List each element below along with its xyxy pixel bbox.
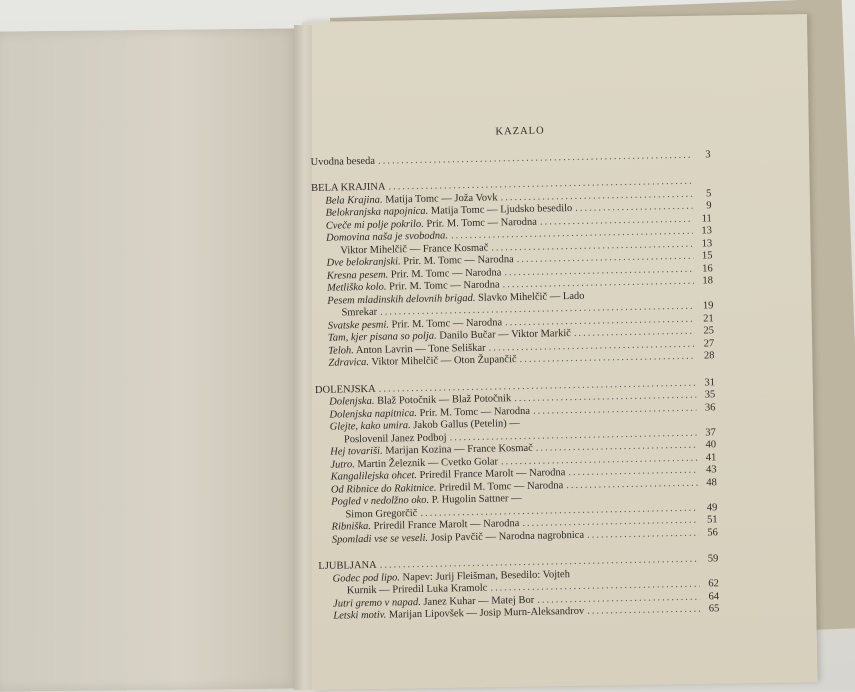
leader-dots [587, 527, 699, 542]
book-spine [294, 25, 312, 690]
entry-title: Pesem mladinskih delovnih brigad. [327, 292, 475, 306]
page-number: 28 [698, 350, 714, 363]
entry-authors: Marijan Kozina — France Kosmač [383, 443, 533, 457]
entry-title: Metliško kolo. [327, 282, 387, 294]
leader-dots [566, 477, 698, 492]
entry-authors: Jakob Gallus (Petelin) — [411, 418, 520, 431]
page-number: 51 [701, 514, 717, 527]
entry-authors: P. Hugolin Sattner — [429, 493, 522, 506]
entry-authors: Blaž Potočnik — Blaž Potočnik [374, 393, 511, 407]
page-number: 40 [700, 439, 716, 452]
entry-authors: Matija Tomc — Ljudsko besedilo [428, 203, 572, 217]
page-number: 3 [694, 149, 710, 162]
page-number: 31 [699, 377, 715, 390]
entry-title: Ribniška. [332, 521, 372, 533]
entry-title: Kangalilejska ohcet. [331, 470, 418, 483]
entry-title: Godec pod lipo. [333, 572, 401, 584]
entry-continuation-text: Smrekar [341, 307, 377, 320]
page-number: 43 [700, 464, 716, 477]
entry-title: Jutri gremo v napad. [333, 596, 421, 609]
page-number: 19 [697, 300, 713, 313]
entry-title: Glejte, kako umira. [330, 420, 411, 433]
page-number: 64 [703, 591, 719, 604]
entry-authors: Slavko Mihelčič — Lado [475, 290, 584, 303]
entry-title: Teloh. [328, 345, 354, 356]
entry-title: Hej tovariši. [330, 446, 383, 458]
page-number: 13 [696, 238, 712, 251]
page-number: 56 [702, 527, 718, 540]
entry-authors: Matija Tomc — Joža Vovk [382, 192, 497, 205]
entry-authors: Martin Železnik — Cvetko Golar [355, 456, 498, 470]
page-number: 37 [700, 427, 716, 440]
page-number: 16 [697, 263, 713, 276]
page-number: 35 [699, 389, 715, 402]
page-number: 36 [699, 402, 715, 415]
entry-label: Uvodna beseda [311, 155, 376, 169]
entry-authors: Viktor Mihelčič — Oton Župančič [369, 354, 517, 368]
entry-continuation-text: Viktor Mihelčič — France Kosmač [340, 242, 488, 257]
section-name: DOLENJSKA [315, 383, 376, 397]
entry-title: Od Ribnice do Rakitnice. [331, 482, 437, 495]
page-number: 25 [698, 325, 714, 338]
entry-title: Bela Krajina. [325, 194, 382, 206]
entry-title: Svatske pesmi. [328, 319, 389, 331]
page-number: 62 [703, 578, 719, 591]
section-name: LJUBLJANA [318, 560, 377, 574]
left-page [0, 28, 300, 691]
entry-title: Dolenjska. [329, 396, 374, 408]
entry-title: Domovina naša je svobodna. [326, 230, 448, 243]
entry-authors: Janez Kuhar — Matej Bor [421, 594, 535, 607]
entry-authors: Napev: Jurij Fleišman, Besedilo: Vojteh [400, 569, 570, 583]
entry-authors: Prir. M. Tomc — Narodna [388, 267, 501, 280]
entry-authors: Prir. M. Tomc — Narodna [401, 254, 514, 267]
entry-title: Zdravica. [328, 357, 369, 369]
page-number: 21 [698, 313, 714, 326]
entry-title: Spomladi vse se veseli. [332, 532, 428, 545]
entry-title: Jutro. [330, 459, 355, 470]
entry-title: Kresna pesem. [327, 269, 389, 281]
page-number: 48 [701, 477, 717, 490]
entry-continuation-text: Poslovenil Janez Podboj [344, 432, 447, 446]
entry-title: Belokranjska napojnica. [325, 206, 428, 219]
entry-authors: Anton Lavrin — Tone Seliškar [354, 342, 486, 356]
page-number: 15 [696, 250, 712, 263]
page-number: 59 [702, 553, 718, 566]
entry-authors: Priredil France Marolt — Narodna [417, 467, 566, 481]
page-number: 18 [697, 275, 713, 288]
toc-sections [311, 161, 720, 623]
table-of-contents [310, 122, 719, 623]
entry-authors: Prir. M. Tomc — Narodna [386, 279, 499, 292]
section-name: BELA KRAJINA [311, 182, 386, 196]
entry-authors: Priredil M. Tomc — Narodna [436, 480, 563, 493]
entry-title: Letski motiv. [333, 610, 386, 622]
page-number: 49 [701, 502, 717, 515]
entry-authors: Josip Pavčič — Narodna nagrobnica [428, 529, 584, 543]
page-number: 41 [700, 452, 716, 465]
page-number: 27 [698, 338, 714, 351]
entry-continuation-text: Simon Gregorčič [345, 508, 417, 522]
entry-authors: Marijan Lipovšek — Josip Murn-Aleksandrov [386, 606, 584, 621]
entry-authors: Danilo Bučar — Viktor Markič [437, 328, 571, 342]
leader-dots [587, 604, 700, 619]
entry-title: Tam, kjer pisana so polja. [328, 331, 437, 344]
page-number: 9 [695, 200, 711, 213]
entry-authors: Prir. M. Tomc — Narodna [389, 317, 502, 330]
page-number: 5 [695, 188, 711, 201]
entry-title: Dolenjska napitnica. [329, 407, 417, 420]
entry-continuation-text: Kurnik — Priredil Luka Kramolc [347, 583, 488, 598]
entry-authors: Prir. M. Tomc — Narodna [417, 405, 530, 418]
page-number: 65 [703, 603, 719, 616]
entry-title: Dve belokranjski. [326, 256, 400, 268]
toc-title: KAZALO [330, 122, 710, 142]
entry-authors: Prir. M. Tomc — Narodna [424, 216, 537, 229]
entry-authors: Priredil France Marolt — Narodna [371, 518, 520, 532]
entry-title: Pogled v nedolžno oko. [331, 495, 429, 508]
page-number: 11 [696, 213, 712, 226]
page-number: 13 [696, 225, 712, 238]
entry-title: Cveče mi polje pokrilo. [326, 218, 424, 231]
